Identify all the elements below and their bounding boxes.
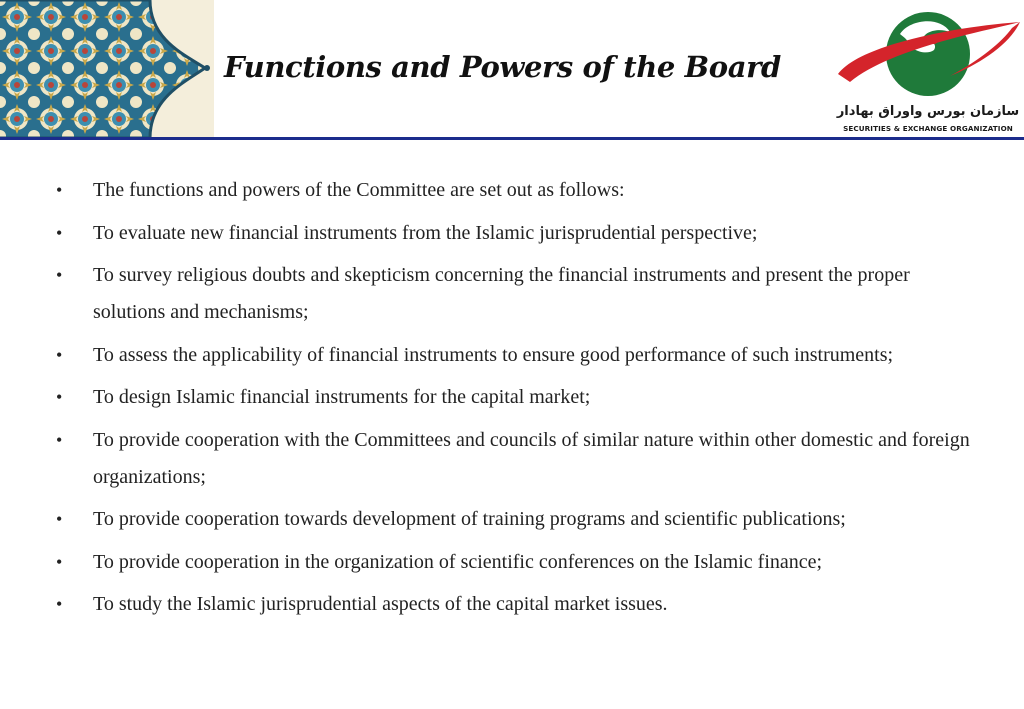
slide-body bbox=[56, 172, 986, 629]
decorative-ornament bbox=[0, 0, 214, 138]
list-item-text: To assess the applicability of financial instruments to ensure good performance of such instruments; bbox=[93, 343, 894, 366]
list-item-text: To survey religious doubts and skepticism concerning the financial instruments and present the proper solutions and mechanisms; bbox=[93, 264, 910, 323]
list-item-text: To provide cooperation with the Committees and councils of similar nature within other domestic and foreign organizations; bbox=[93, 428, 970, 488]
bullet-icon: • bbox=[56, 387, 63, 407]
list-item bbox=[56, 215, 986, 252]
bullet-icon: • bbox=[56, 551, 63, 572]
list-item bbox=[56, 422, 986, 496]
logo-persian-name: سازمان بورس واوراق بهادار bbox=[836, 104, 1020, 119]
list-item bbox=[56, 501, 986, 538]
list-item bbox=[56, 337, 986, 374]
list-item bbox=[56, 544, 986, 581]
list-item-text: To study the Islamic jurisprudential aspects of the capital market issues. bbox=[93, 593, 668, 615]
bullet-icon: • bbox=[56, 180, 63, 200]
header-divider bbox=[0, 137, 1024, 140]
logo-emblem-icon bbox=[830, 4, 1024, 104]
list-item-text: To provide cooperation in the organization of scientific conferences on the Islamic finance; bbox=[93, 550, 823, 573]
list-item-text: To provide cooperation towards development of training programs and scientific publications; bbox=[93, 508, 846, 530]
logo-english-name: SECURITIES & EXCHANGE ORGANIZATION bbox=[843, 124, 1013, 133]
list-item bbox=[56, 379, 986, 416]
bullet-icon: • bbox=[56, 222, 63, 243]
bullet-icon: • bbox=[56, 344, 63, 365]
list-item bbox=[56, 172, 986, 209]
page-title: Functions and Powers of the Board bbox=[224, 50, 781, 84]
list-item bbox=[56, 586, 986, 623]
list-item-text: To design Islamic financial instruments for the capital market; bbox=[93, 386, 591, 408]
list-item bbox=[56, 257, 986, 331]
ornament-pattern bbox=[0, 0, 214, 138]
bullet-list bbox=[56, 172, 986, 623]
slide-header bbox=[0, 0, 1024, 140]
bullet-icon: • bbox=[56, 429, 63, 450]
list-item-text: To evaluate new financial instruments from the Islamic jurisprudential perspective; bbox=[93, 221, 758, 244]
bullet-icon: • bbox=[56, 265, 63, 285]
list-item-text: The functions and powers of the Committee are set out as follows: bbox=[93, 179, 625, 201]
bullet-icon: • bbox=[56, 509, 63, 529]
bullet-icon: • bbox=[56, 594, 63, 614]
